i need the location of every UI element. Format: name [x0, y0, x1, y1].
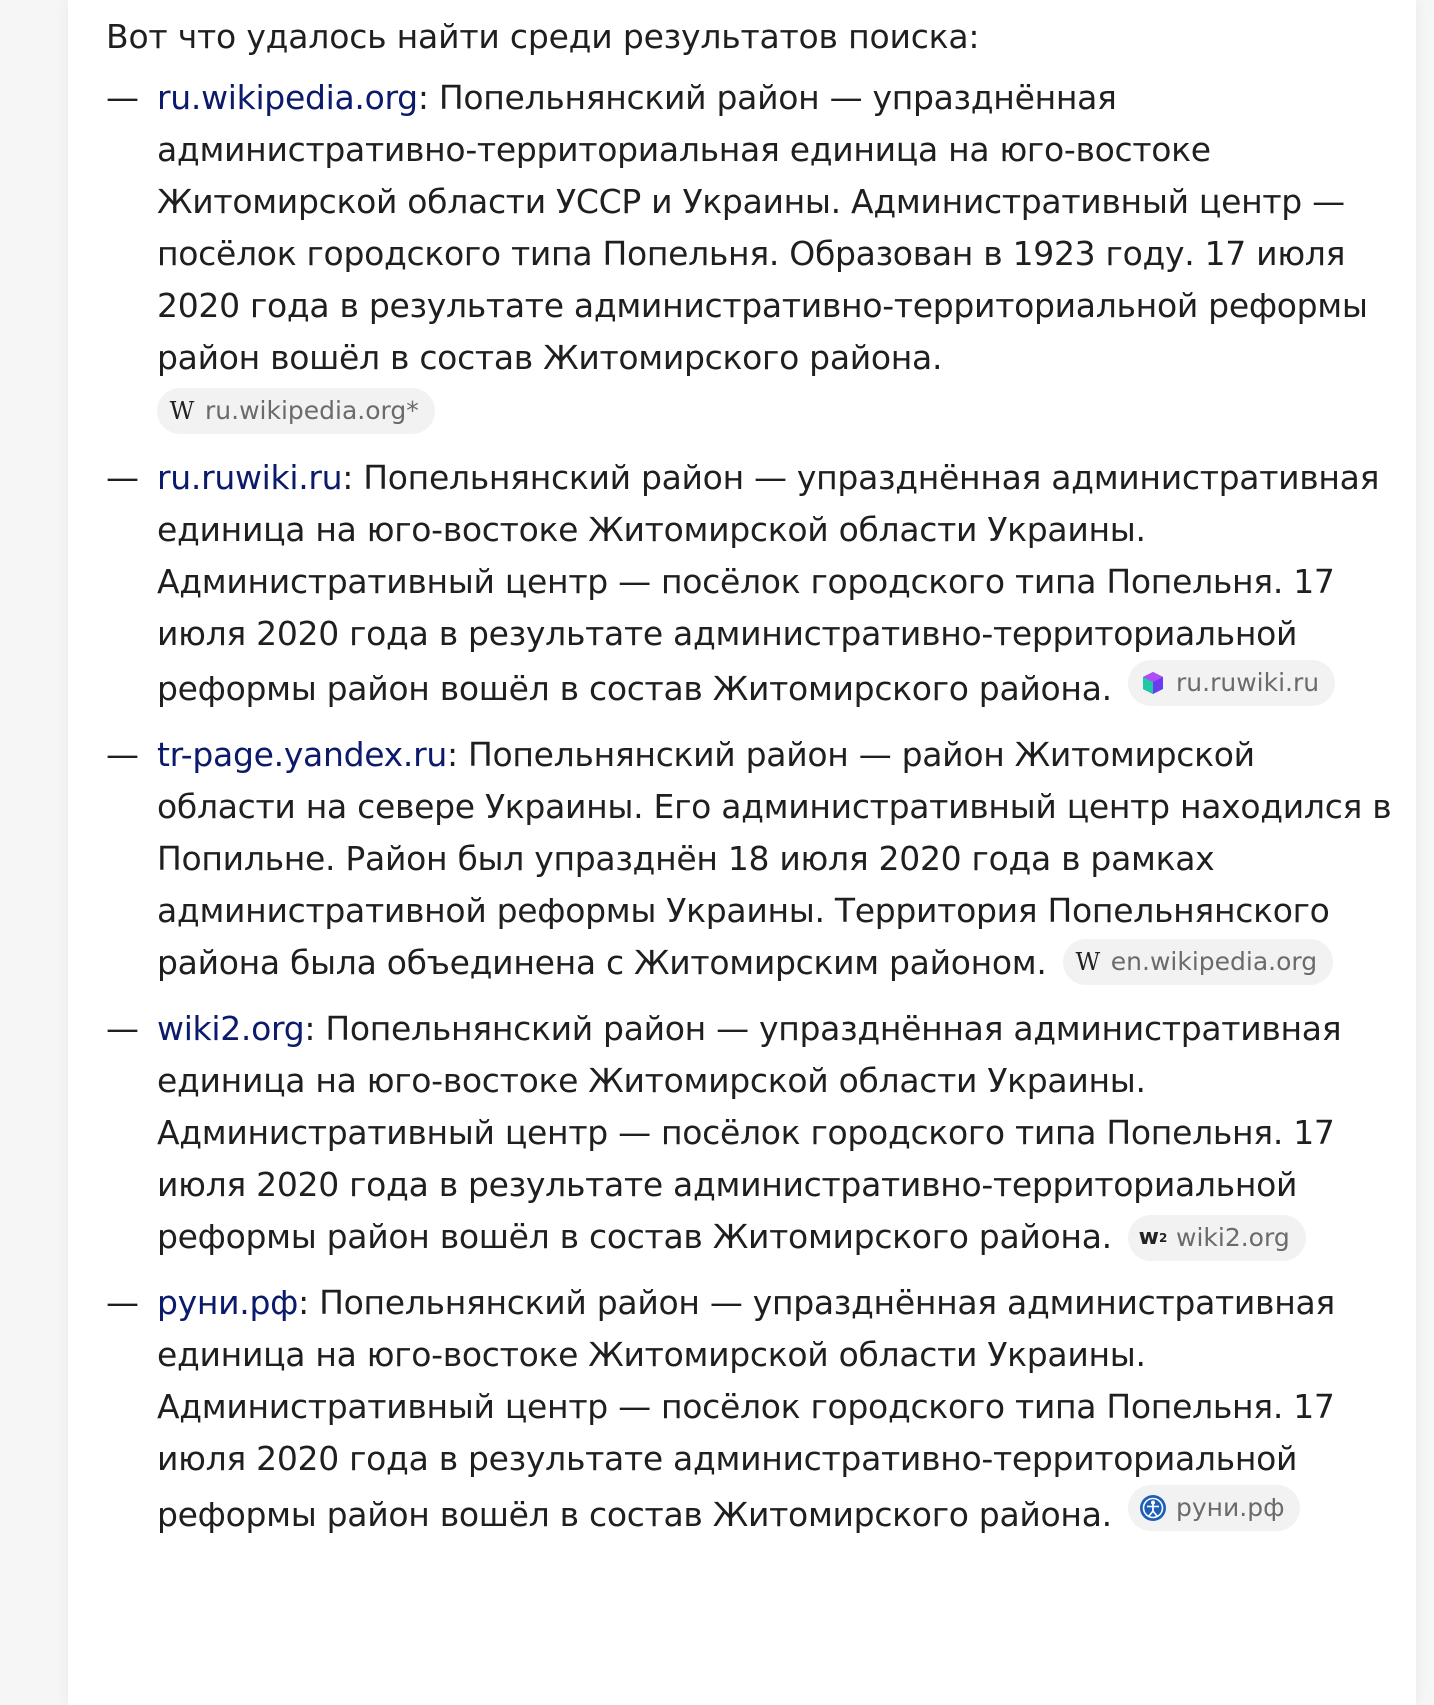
results-list [106, 72, 1396, 1541]
list-dash: — [106, 458, 139, 497]
result-text: : Попельнянский район — упразднённая административная единица на юго-востоке Житомирской области Украины. Административный центр — посёлок городского типа Попельня. 17 июля 2020 года в результате административно-территориальной реформы район вошёл в состав Житомирского района. [157, 1009, 1342, 1256]
list-dash: — [106, 1283, 139, 1322]
source-chip-label: wiki2.org [1176, 1223, 1290, 1252]
list-item [106, 1277, 1396, 1541]
result-domain-link[interactable]: руни.рф [157, 1283, 299, 1322]
wiki2-icon: w 2 [1138, 1225, 1168, 1250]
source-chip-label: ru.ruwiki.ru [1176, 668, 1320, 697]
result-domain-link[interactable]: wiki2.org [157, 1009, 305, 1048]
source-chip-label: руни.рф [1176, 1493, 1285, 1522]
list-dash: — [106, 78, 139, 117]
answer-content [106, 12, 1396, 1555]
list-item [106, 452, 1396, 715]
result-text: : Попельнянский район — упразднённая административно-территориальная единица на юго-востоке Житомирской области УССР и Украины. Административный центр — посёлок городского типа Попельня. Образован в 1923 году. 17 июля 2020 года в результате административно-территориальной реформы район вошёл в состав Житомирского района. [157, 78, 1368, 377]
result-text: : Попельнянский район — район Житомирской области на севере Украины. Его административный центр находился в Попильне. Район был упразднён 18 июля 2020 года в рамках административной реформы Украины. Территория Попельнянского района была объединена с Житомирским районом. [157, 735, 1392, 982]
ruwiki-icon [1138, 668, 1168, 698]
source-chip-row [157, 386, 1396, 438]
result-text: : Попельнянский район — упразднённая административная единица на юго-востоке Житомирской области Украины. Административный центр — посёлок городского типа Попельня. 17 июля 2020 года в результате административно-территориальной реформы район вошёл в состав Житомирского района. [157, 458, 1380, 708]
source-chip-label: ru.wikipedia.org* [205, 396, 419, 425]
wikipedia-icon: W [1075, 948, 1101, 976]
list-dash: — [106, 1009, 139, 1048]
source-chip[interactable] [1128, 1485, 1300, 1531]
result-domain-link[interactable]: ru.ruwiki.ru [157, 458, 343, 497]
answer-card [68, 0, 1416, 1705]
source-chip-label: en.wikipedia.org [1110, 947, 1318, 976]
source-chip[interactable] [1063, 939, 1333, 985]
result-domain-link[interactable]: ru.wikipedia.org [157, 78, 418, 117]
list-item [106, 729, 1396, 989]
intro-text: Вот что удалось найти среди результатов поиска: [106, 17, 980, 56]
wikipedia-icon: W [169, 397, 195, 425]
result-domain-link[interactable]: tr-page.yandex.ru [157, 735, 447, 774]
list-item [106, 1003, 1396, 1263]
source-chip[interactable] [157, 388, 435, 434]
source-chip[interactable] [1128, 1215, 1306, 1261]
list-dash: — [106, 735, 139, 774]
runi-icon [1138, 1493, 1168, 1523]
result-text: : Попельнянский район — упразднённая административная единица на юго-востоке Житомирской области Украины. Административный центр — посёлок городского типа Попельня. 17 июля 2020 года в результате административно-территориальной реформы район вошёл в состав Житомирского района. [157, 1283, 1335, 1534]
list-item [106, 72, 1396, 438]
source-chip[interactable] [1128, 660, 1335, 706]
